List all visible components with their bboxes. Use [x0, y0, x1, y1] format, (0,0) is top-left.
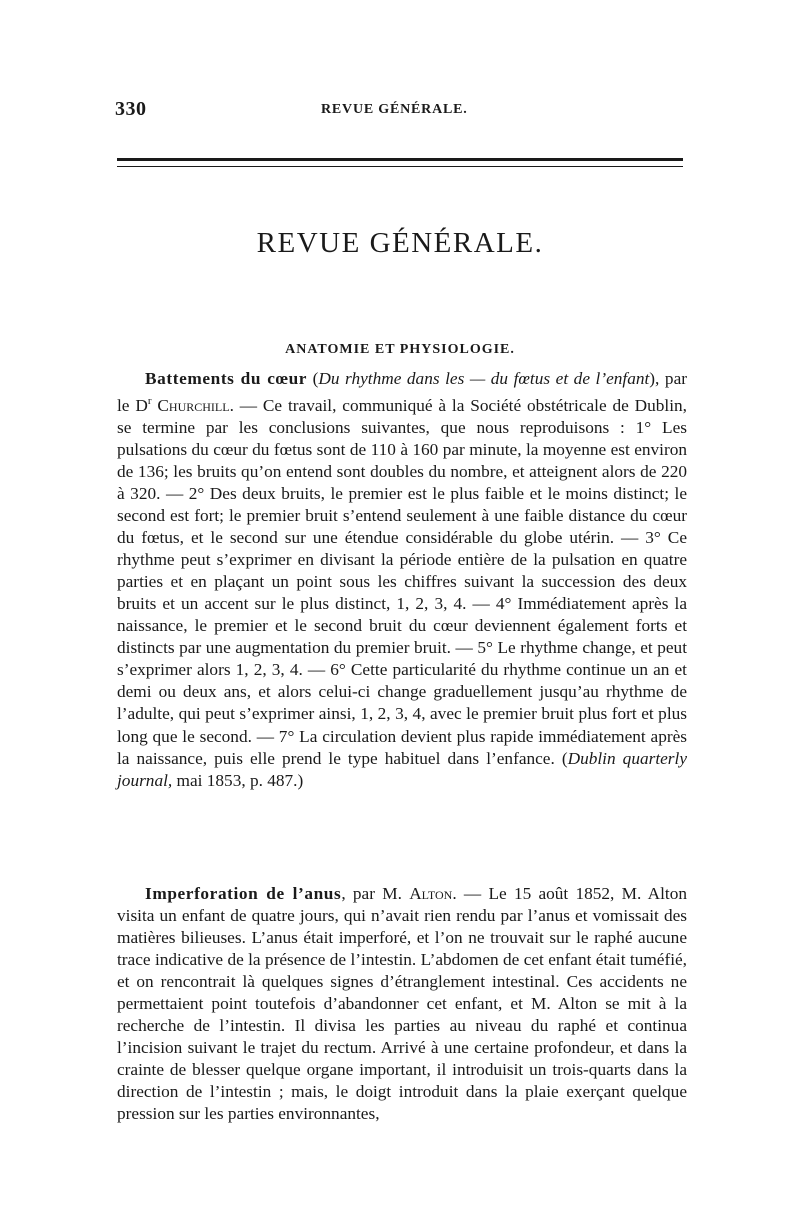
- article-heading: Battements du cœur: [145, 369, 308, 388]
- running-head: [115, 98, 685, 124]
- main-title: REVUE GÉNÉRALE.: [256, 227, 544, 260]
- citation-details: mai 1853, p. 487.): [172, 770, 304, 790]
- article-body: . — Ce travail, communiqué à la Société obstétricale de Dublin, se termine par les conclusions suivantes, que nous reproduisons : 1° Les pulsations du cœur du fœtus sont de 110 à 160 par minute, la moyenne est environ de 136; les bruits qu’on entend sont doubles du nombre, et atteignent alors de 220 à 320. — 2° Des deux bruits, le premier est le plus faible et le moins distinct; le second est fort; le premier bruit s’entend seulement à une faible distance du cœur du fœtus, et le second sur une étendue considérable du globe utérin. — 3° Ce rhythme peut s’exprimer en divisant la période entière de la pulsation en quatre parties et en plaçant un point sous les chiffres suivant la succession des deux bruits et un accent sur le plus distinct, 1, 2, 3, 4. — 4° Immédiatement après la naissance, le premier et le second bruit du cœur deviennent également forts et distincts par une augmentation du premier bruit. — 5° Le rhythme change, et peut s’exprimer alors 1, 2, 3, 4. — 6° Cette particularité du rhythme continue un an et demi ou deux ans, et alors celui-ci change graduellement jusqu’au rhythme de l’adulte, qui peut s’exprimer ainsi, 1, 2, 3, 4, avec le premier bruit plus fort et plus long que le second. — 7° La circulation devient plus rapide immédiatement après la naissance, puis elle prend le type habituel dans l’enfance. (: [117, 395, 688, 768]
- article-subtitle: Du rhythme dans les — du fœtus et de l’enfant: [318, 369, 650, 388]
- article-imperforation: [117, 883, 687, 1126]
- article-text: ), par le D: [117, 369, 687, 415]
- page-number: 330: [115, 98, 147, 120]
- citation-journal: Dublin quarterly journal,: [117, 748, 687, 790]
- section-title: ANATOMIE ET PHYSIOLOGIE.: [285, 341, 515, 357]
- article-text: (: [307, 369, 319, 388]
- article-text: , par M.: [341, 884, 410, 903]
- running-title: REVUE GÉNÉRALE.: [321, 102, 468, 117]
- header-rule-thin: [117, 166, 683, 167]
- author-name: Churchill: [157, 395, 230, 415]
- article-battements: [117, 368, 687, 792]
- article-body: . — Le 15 août 1852, M. Alton visita un enfant de quatre jours, qui n’avait rien rendu par l’anus et vomissait des matières bilieuses. L’anus était imperforé, et l’on ne trouvait sur le raphé aucune trace indicative de la présence de l’intestin. L’abdomen de cet enfant était tuméfié, et on rencontrait là quelques signes d’étranglement intestinal. Ces accidents ne permettaient point toutefois d’abandonner cet enfant, et M. Alton se mit à la recherche de l’intestin. Il divisa les parties au niveau du raphé et continua l’incision suivant le trajet du rectum. Arrivé à une certaine profondeur, et dans la crainte de blesser quelque organe important, il introduisit un trois-quarts dans la direction de l’intestin ; mais, le doigt introduit dans la plaie exerçant quelque pression sur les parties environnantes,: [117, 884, 687, 1124]
- title-superscript: r: [147, 395, 152, 408]
- author-name: Alton: [409, 884, 453, 903]
- article-heading: Imperforation de l’anus: [145, 884, 342, 903]
- header-rule-thick: [117, 158, 683, 161]
